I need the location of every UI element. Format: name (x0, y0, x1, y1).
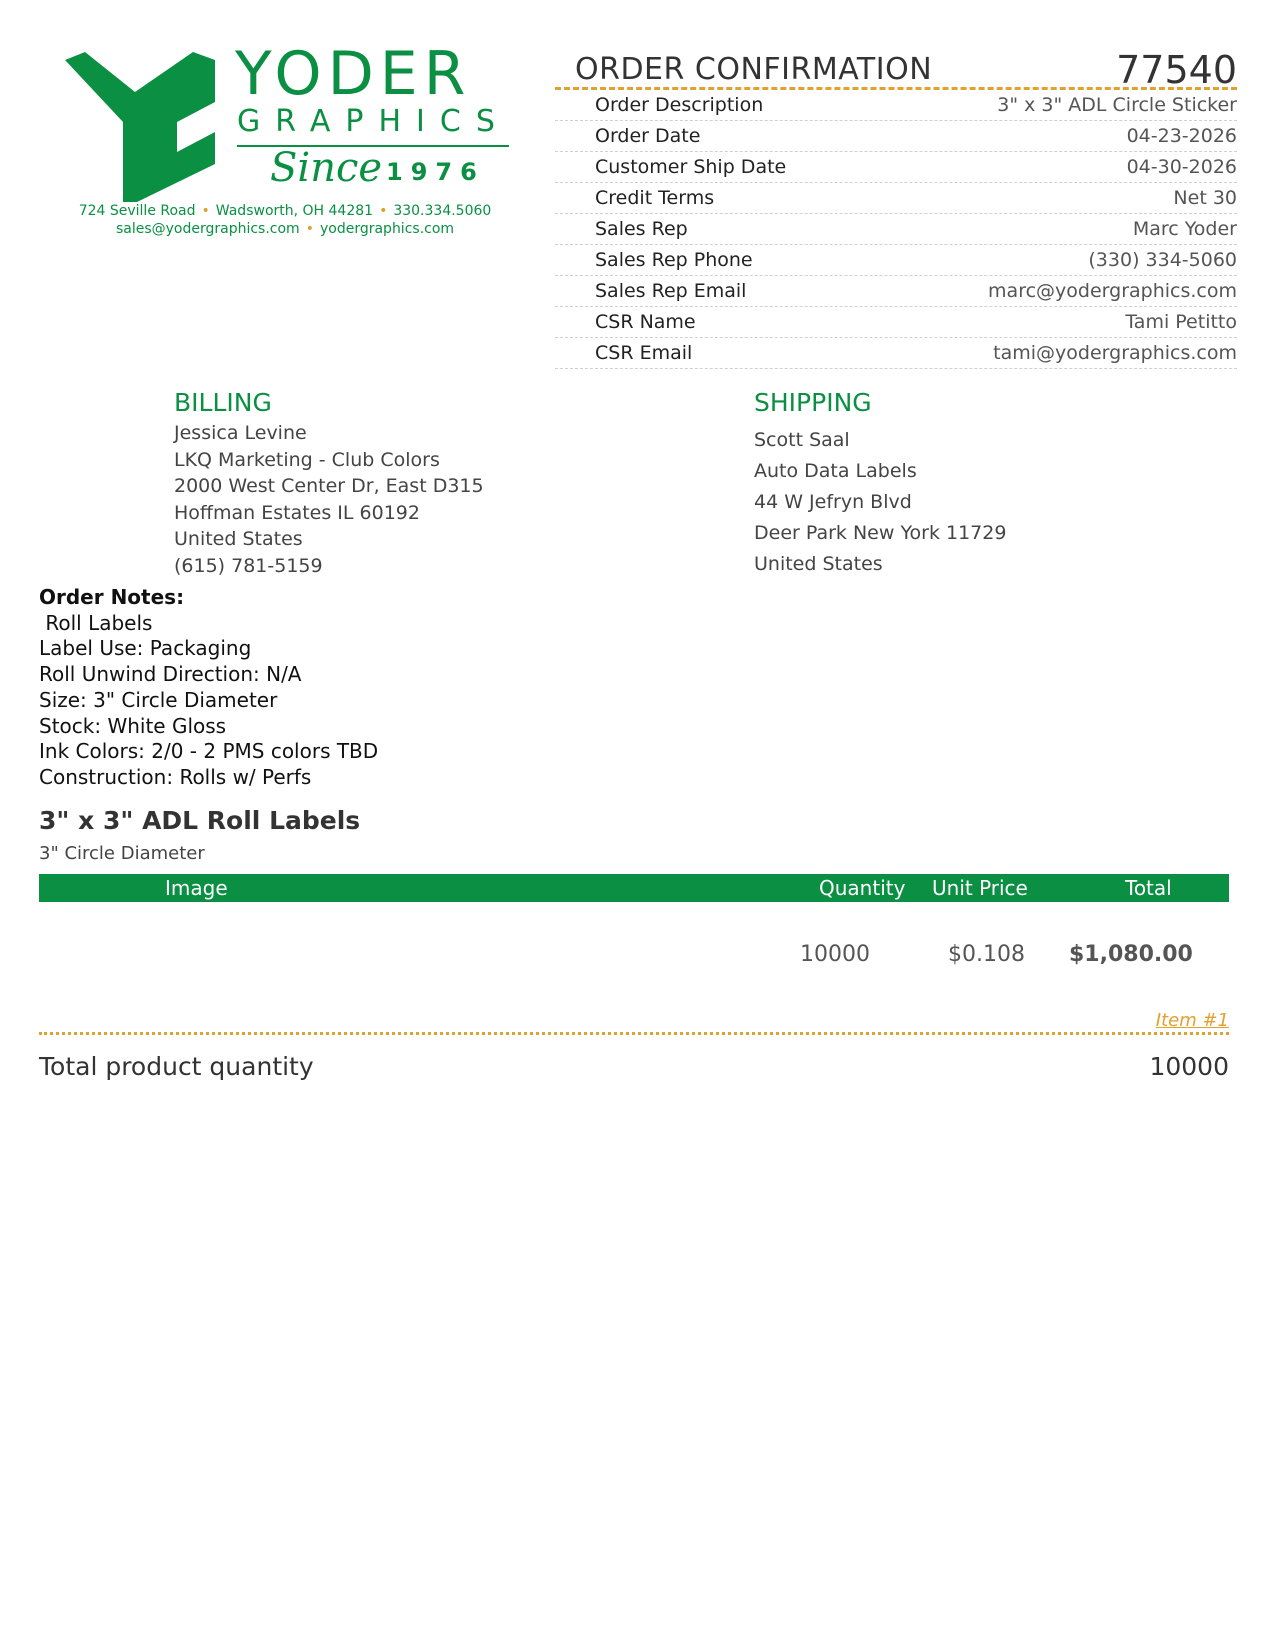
note-line: Construction: Rolls w/ Perfs (39, 764, 312, 789)
billing-street: 2000 West Center Dr, East D315 (174, 475, 484, 497)
logo-year: 1976 (386, 158, 485, 186)
shipping-heading: SHIPPING (754, 388, 872, 417)
item-number-label: Item #1 (1155, 1010, 1229, 1031)
detail-label: Credit Terms (595, 187, 715, 209)
item-divider (39, 1032, 1229, 1035)
separator-dot: • (379, 203, 388, 219)
detail-row-sales-rep-phone (555, 245, 1237, 276)
separator-dot: • (305, 221, 314, 237)
item-unit-price: $0.108 (948, 942, 1025, 967)
billing-heading: BILLING (174, 388, 272, 417)
logo-since: Since (270, 145, 383, 191)
order-header (555, 48, 1237, 92)
company-contact (60, 202, 510, 238)
detail-label: CSR Name (595, 311, 696, 333)
detail-row-csr-name (555, 307, 1237, 338)
shipping-name: Scott Saal (754, 429, 850, 451)
note-line: Size: 3" Circle Diameter (39, 687, 278, 712)
detail-label: Order Description (595, 94, 764, 116)
note-line: Roll Labels (39, 610, 153, 635)
company-logo (60, 39, 520, 244)
column-header-quantity: Quantity (819, 876, 906, 900)
detail-label: Order Date (595, 125, 701, 147)
detail-row-order-date (555, 121, 1237, 152)
shipping-country: United States (754, 553, 883, 575)
yoder-graphics-logo-icon (65, 52, 215, 202)
item-total: $1,080.00 (1069, 942, 1193, 967)
detail-row-ship-date (555, 152, 1237, 183)
note-line: Label Use: Packaging (39, 636, 252, 661)
company-address: 724 Seville Road (78, 203, 196, 219)
product-title: 3" x 3" ADL Roll Labels (39, 806, 361, 835)
company-city: Wadsworth, OH 44281 (215, 203, 374, 219)
detail-value: Marc Yoder (1132, 218, 1237, 240)
detail-row-sales-rep (555, 214, 1237, 245)
order-notes-heading: Order Notes: (39, 585, 185, 609)
detail-value: Tami Petitto (1125, 311, 1237, 333)
detail-label: Sales Rep Phone (595, 249, 753, 271)
note-line: Roll Unwind Direction: N/A (39, 662, 302, 687)
order-title: ORDER CONFIRMATION (575, 52, 933, 87)
column-header-image: Image (165, 876, 228, 900)
shipping-company: Auto Data Labels (754, 460, 917, 482)
column-header-total: Total (1125, 876, 1172, 900)
detail-label: CSR Email (595, 342, 693, 364)
detail-value: Net 30 (1173, 187, 1237, 209)
item-table-header (39, 874, 1229, 902)
note-line: Stock: White Gloss (39, 713, 227, 738)
company-email[interactable]: sales@yodergraphics.com (115, 221, 300, 237)
shipping-address (754, 425, 1006, 580)
item-quantity: 10000 (800, 942, 870, 967)
detail-row-csr-email (555, 338, 1237, 369)
detail-row-sales-rep-email (555, 276, 1237, 307)
order-number: 77540 (1116, 48, 1237, 92)
total-quantity-label: Total product quantity (39, 1052, 314, 1081)
product-subtitle: 3" Circle Diameter (39, 843, 205, 864)
detail-value: 04-30-2026 (1126, 156, 1237, 178)
detail-label: Sales Rep (595, 218, 688, 240)
detail-value: 3" x 3" ADL Circle Sticker (997, 94, 1237, 116)
billing-country: United States (174, 528, 303, 550)
company-phone: 330.334.5060 (393, 203, 492, 219)
shipping-city: Deer Park New York 11729 (754, 522, 1007, 544)
detail-value[interactable]: tami@yodergraphics.com (993, 342, 1237, 364)
detail-row-order-description (555, 90, 1237, 121)
logo-wordmark-graphics: GRAPHICS (237, 104, 510, 139)
billing-name: Jessica Levine (174, 422, 307, 444)
order-details-table (555, 90, 1237, 369)
detail-label: Customer Ship Date (595, 156, 787, 178)
table-row (39, 930, 1229, 980)
company-website[interactable]: yodergraphics.com (319, 221, 455, 237)
billing-address (174, 420, 484, 579)
detail-row-credit-terms (555, 183, 1237, 214)
detail-value[interactable]: marc@yodergraphics.com (988, 280, 1237, 302)
detail-label: Sales Rep Email (595, 280, 747, 302)
order-notes (39, 585, 378, 791)
detail-value: (330) 334-5060 (1088, 249, 1237, 271)
billing-phone: (615) 781-5159 (174, 554, 323, 577)
total-quantity-value: 10000 (1149, 1052, 1229, 1081)
logo-wordmark-yoder: YODER (235, 39, 472, 109)
billing-city: Hoffman Estates IL 60192 (174, 501, 420, 524)
separator-dot: • (201, 203, 210, 219)
detail-value: 04-23-2026 (1126, 125, 1237, 147)
shipping-street: 44 W Jefryn Blvd (754, 491, 912, 513)
note-line: Ink Colors: 2/0 - 2 PMS colors TBD (39, 739, 379, 764)
column-header-unit-price: Unit Price (932, 876, 1028, 900)
billing-company: LKQ Marketing - Club Colors (174, 448, 440, 471)
